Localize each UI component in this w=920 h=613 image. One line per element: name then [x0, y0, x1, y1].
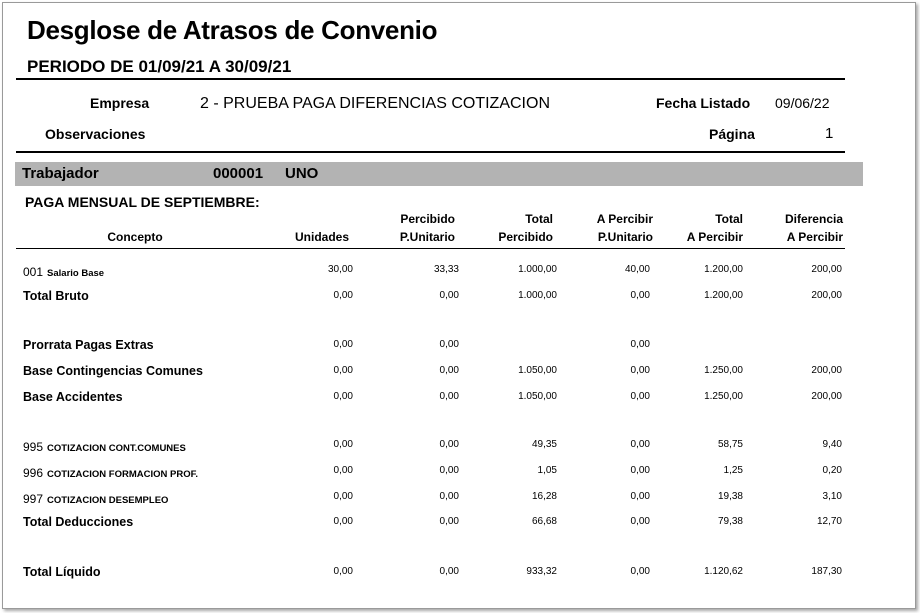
- fecha-listado-value: 09/06/22: [775, 95, 830, 111]
- col-unidades: Unidades: [294, 230, 349, 244]
- worker-label: Trabajador: [22, 165, 99, 182]
- table-row-base-contingencias: Base Contingencias Comunes 0,00 0,00 1.050,00 0,00 1.250,00 200,00: [23, 364, 842, 378]
- col-total-percibido: Total Percibido: [498, 212, 553, 244]
- table-row-total-deducciones: Total Deducciones 0,00 0,00 66,68 0,00 79,38 12,70: [23, 515, 842, 529]
- report-page: [2, 2, 916, 609]
- empresa-value: 2 - PRUEBA PAGA DIFERENCIAS COTIZACION: [200, 95, 550, 112]
- header-divider-top: [16, 78, 845, 80]
- col-diferencia: Diferencia A Percibir: [784, 212, 843, 244]
- table-row-total-liquido: Total Líquido 0,00 0,00 933,32 0,00 1.120,62 187,30: [23, 565, 842, 579]
- col-concepto: Concepto: [107, 230, 163, 244]
- table-row-total-bruto: Total Bruto 0,00 0,00 1.000,00 0,00 1.200,00 200,00: [23, 289, 842, 303]
- table-row-base-accidentes: Base Accidentes 0,00 0,00 1.050,00 0,00 1.250,00 200,00: [23, 390, 842, 404]
- report-period: PERIODO DE 01/09/21 A 30/09/21: [27, 57, 292, 76]
- col-a-percibir-unitario: A Percibir P.Unitario: [596, 212, 653, 244]
- table-row: 996 COTIZACION FORMACION PROF. 0,00 0,00 1,05 0,00 1,25 0,20: [23, 465, 842, 480]
- table-row: 995 COTIZACION CONT.COMUNES 0,00 0,00 49,35 0,00 58,75 9,40: [23, 439, 842, 454]
- table-row: 997 COTIZACION DESEMPLEO 0,00 0,00 16,28 0,00 19,38 3,10: [23, 491, 842, 506]
- header-divider-bottom: [16, 151, 845, 153]
- col-total-a-percibir: Total A Percibir: [686, 212, 743, 244]
- worker-name: UNO: [285, 165, 319, 182]
- col-percibido-unitario: Percibido P.Unitario: [399, 212, 455, 244]
- observaciones-label: Observaciones: [45, 126, 146, 142]
- worker-code: 000001: [213, 165, 264, 182]
- report-title: Desglose de Atrasos de Convenio: [27, 15, 438, 45]
- fecha-listado-label: Fecha Listado: [656, 95, 751, 111]
- table-row-prorrata: Prorrata Pagas Extras 0,00 0,00 0,00: [23, 338, 650, 352]
- section-title: PAGA MENSUAL DE SEPTIEMBRE:: [25, 194, 260, 210]
- table-row: 001 Salario Base 30,00 33,33 1.000,00 40,00 1.200,00 200,00: [23, 264, 842, 279]
- pagina-label: Página: [709, 126, 755, 142]
- column-header-divider: [16, 248, 845, 249]
- pagina-value: 1: [825, 125, 834, 142]
- empresa-label: Empresa: [90, 95, 150, 111]
- worker-bar: [15, 162, 863, 186]
